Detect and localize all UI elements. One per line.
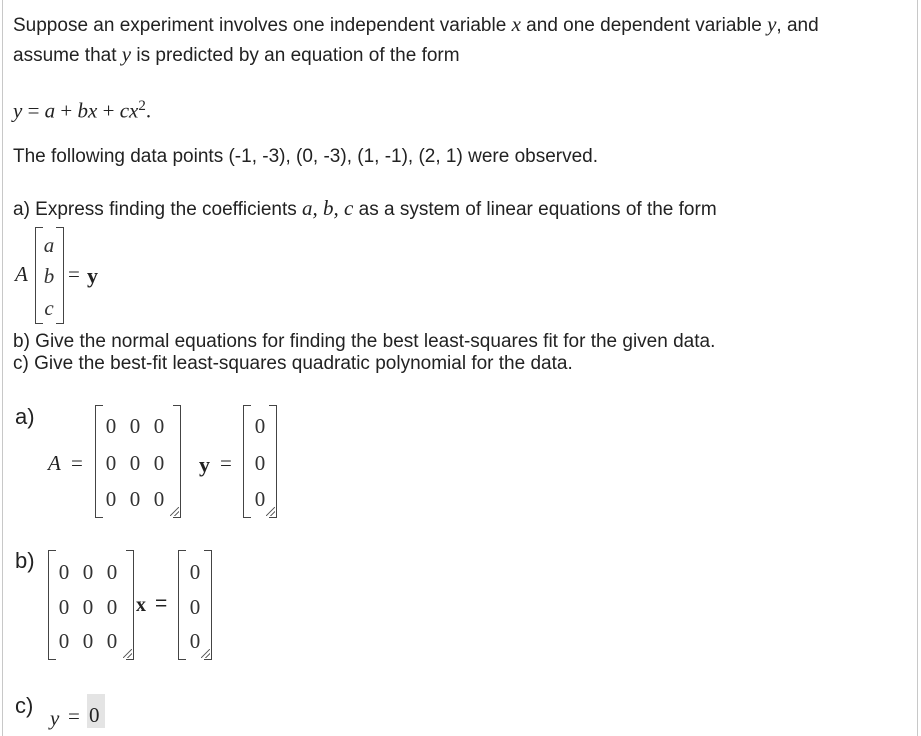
answer-c-label: c) <box>15 693 34 718</box>
answer-c-value[interactable]: 0 <box>89 703 100 727</box>
system-equals: = <box>68 262 80 286</box>
rhs-vector-cell[interactable]: 0 <box>189 629 201 653</box>
lhs-matrix-cell[interactable]: 0 <box>106 595 118 619</box>
intro-text: assume that <box>13 45 122 66</box>
lhs-matrix-cell[interactable]: 0 <box>58 595 70 619</box>
answer-b-label: b) <box>15 548 35 573</box>
answer-a-equals: = <box>71 451 83 475</box>
rhs-vector-cell[interactable]: 0 <box>189 595 201 619</box>
lhs-matrix-cell[interactable]: 0 <box>82 595 94 619</box>
matrix-A-cell[interactable]: 0 <box>105 487 117 511</box>
answer-b-x-label: x <box>136 594 146 616</box>
intro-text: Suppose an experiment involves one independent variable <box>13 15 512 36</box>
matrix-A-cell[interactable]: 0 <box>129 451 141 475</box>
intro-text: , and <box>776 15 819 36</box>
intro-text: and one dependent variable <box>520 15 768 36</box>
answer-a-vector-equals: = <box>220 451 232 475</box>
matrix-A-cell[interactable]: 0 <box>153 414 165 438</box>
part-b-prompt: b) Give the normal equations for finding the best least-squares fit for the given data. <box>13 331 716 352</box>
lhs-matrix-cell[interactable]: 0 <box>82 560 94 584</box>
lhs-matrix-cell[interactable]: 0 <box>58 629 70 653</box>
answer-c-equals: = <box>68 704 80 728</box>
vector-entry: b <box>43 264 55 288</box>
intro-line-2 <box>13 42 460 68</box>
answer-a-matrix-A[interactable] <box>95 405 181 518</box>
matrix-A-cell[interactable]: 0 <box>129 487 141 511</box>
var-y: y <box>767 12 777 36</box>
var-x: x <box>511 12 521 36</box>
lhs-matrix-cell[interactable]: 0 <box>106 560 118 584</box>
vector-y-cell[interactable]: 0 <box>254 451 266 475</box>
answer-a-matrix-label: A <box>48 451 61 475</box>
lhs-matrix-cell[interactable]: 0 <box>58 560 70 584</box>
coefficients: a, b, c <box>302 196 354 220</box>
system-matrix-label: A <box>15 262 28 286</box>
matrix-A-cell[interactable]: 0 <box>129 414 141 438</box>
data-points-text: The following data points (-1, -3), (0, -3), (1, -1), (2, 1) were observed. <box>13 146 599 167</box>
system-rhs: y <box>87 263 98 288</box>
intro-text: is predicted by an equation of the form <box>131 45 460 66</box>
answer-b-lhs-matrix[interactable] <box>48 550 134 660</box>
matrix-A-cell[interactable]: 0 <box>105 414 117 438</box>
answer-b-equals: = <box>155 592 168 615</box>
answer-a-vector-label: y <box>199 452 210 477</box>
coefficient-vector <box>35 227 64 324</box>
resize-handle-icon[interactable] <box>123 649 132 658</box>
resize-handle-icon[interactable] <box>170 507 179 516</box>
matrix-A-cell[interactable]: 0 <box>105 451 117 475</box>
part-a-prompt: a) Express finding the coefficients a, b, c as a system of linear equations of the form <box>13 196 717 220</box>
part-c-prompt: c) Give the best-fit least-squares quadratic polynomial for the data. <box>13 353 573 374</box>
resize-handle-icon[interactable] <box>201 649 210 658</box>
model-equation: y = a + bx + $cx^2$. <box>13 98 152 123</box>
var-y: y <box>121 42 132 66</box>
lhs-matrix-cell[interactable]: 0 <box>106 629 118 653</box>
answer-a-vector-y[interactable] <box>243 405 277 518</box>
resize-handle-icon[interactable] <box>266 507 275 516</box>
answer-a-label: a) <box>15 404 35 429</box>
matrix-A-cell[interactable]: 0 <box>153 487 165 511</box>
vector-entry: a <box>43 233 55 257</box>
vector-y-cell[interactable]: 0 <box>254 487 266 511</box>
matrix-A-cell[interactable]: 0 <box>153 451 165 475</box>
rhs-vector-cell[interactable]: 0 <box>189 560 201 584</box>
answer-c-var: y <box>50 706 60 730</box>
answer-b-rhs-vector[interactable] <box>178 550 212 660</box>
lhs-matrix-cell[interactable]: 0 <box>82 629 94 653</box>
intro-line-1 <box>13 12 819 38</box>
vector-y-cell[interactable]: 0 <box>254 414 266 438</box>
vector-entry: c <box>44 296 54 320</box>
